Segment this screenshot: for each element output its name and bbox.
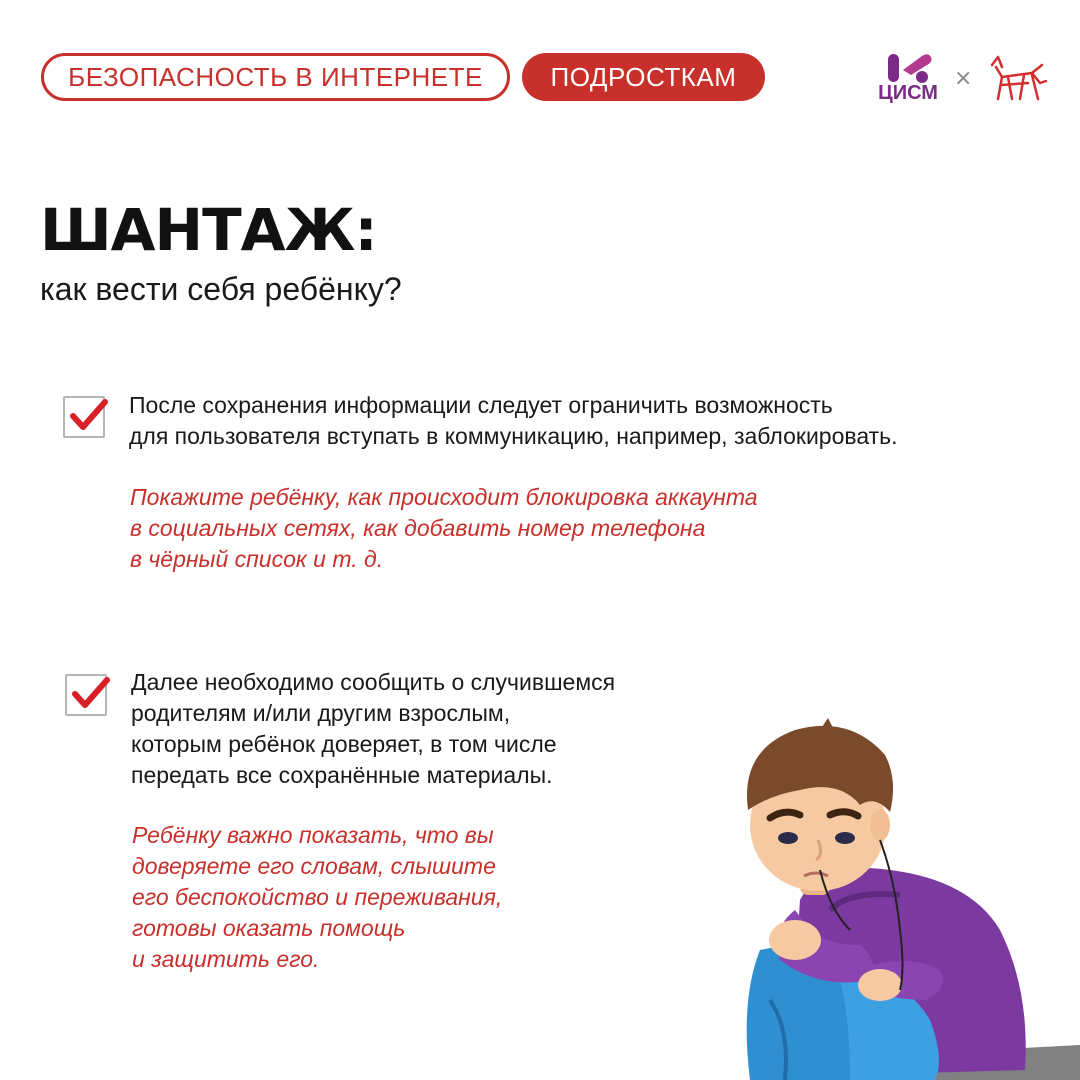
audience-tag: ПОДРОСТКАМ	[522, 53, 765, 101]
horse-logo-icon	[988, 55, 1048, 103]
step-2-checkbox-checked-icon	[65, 674, 107, 716]
page-subtitle: как вести себя ребёнку?	[40, 271, 402, 307]
page-title: ШАНТАЖ:	[40, 196, 377, 264]
logo-separator: ×	[954, 66, 973, 91]
step-1-checkbox-checked-icon	[63, 396, 105, 438]
cism-logo-text: ЦИСМ	[878, 82, 938, 104]
step-2-note: Ребёнку важно показать, что вы доверяете его словам, слышите его беспокойство и переживания, готовы оказать помощь и защитить его.	[132, 822, 503, 972]
sad-teen-illustration	[700, 700, 1080, 1080]
step-1-text: После сохранения информации следует ограничить возможность для пользователя вступать в коммуникацию, например, заблокировать.	[129, 392, 898, 449]
step-1-note: Покажите ребёнку, как происходит блокировка аккаунта в социальных сетях, как добавить номер телефона в чёрный список и т. д.	[130, 484, 758, 572]
cism-logo-icon	[878, 52, 938, 104]
topic-tag: БЕЗОПАСНОСТЬ В ИНТЕРНЕТЕ	[41, 53, 510, 101]
step-2-text: Далее необходимо сообщить о случившемся родителям и/или другим взрослым, которым ребёнок доверяет, в том числе передать все сохранённые материалы.	[131, 669, 616, 788]
